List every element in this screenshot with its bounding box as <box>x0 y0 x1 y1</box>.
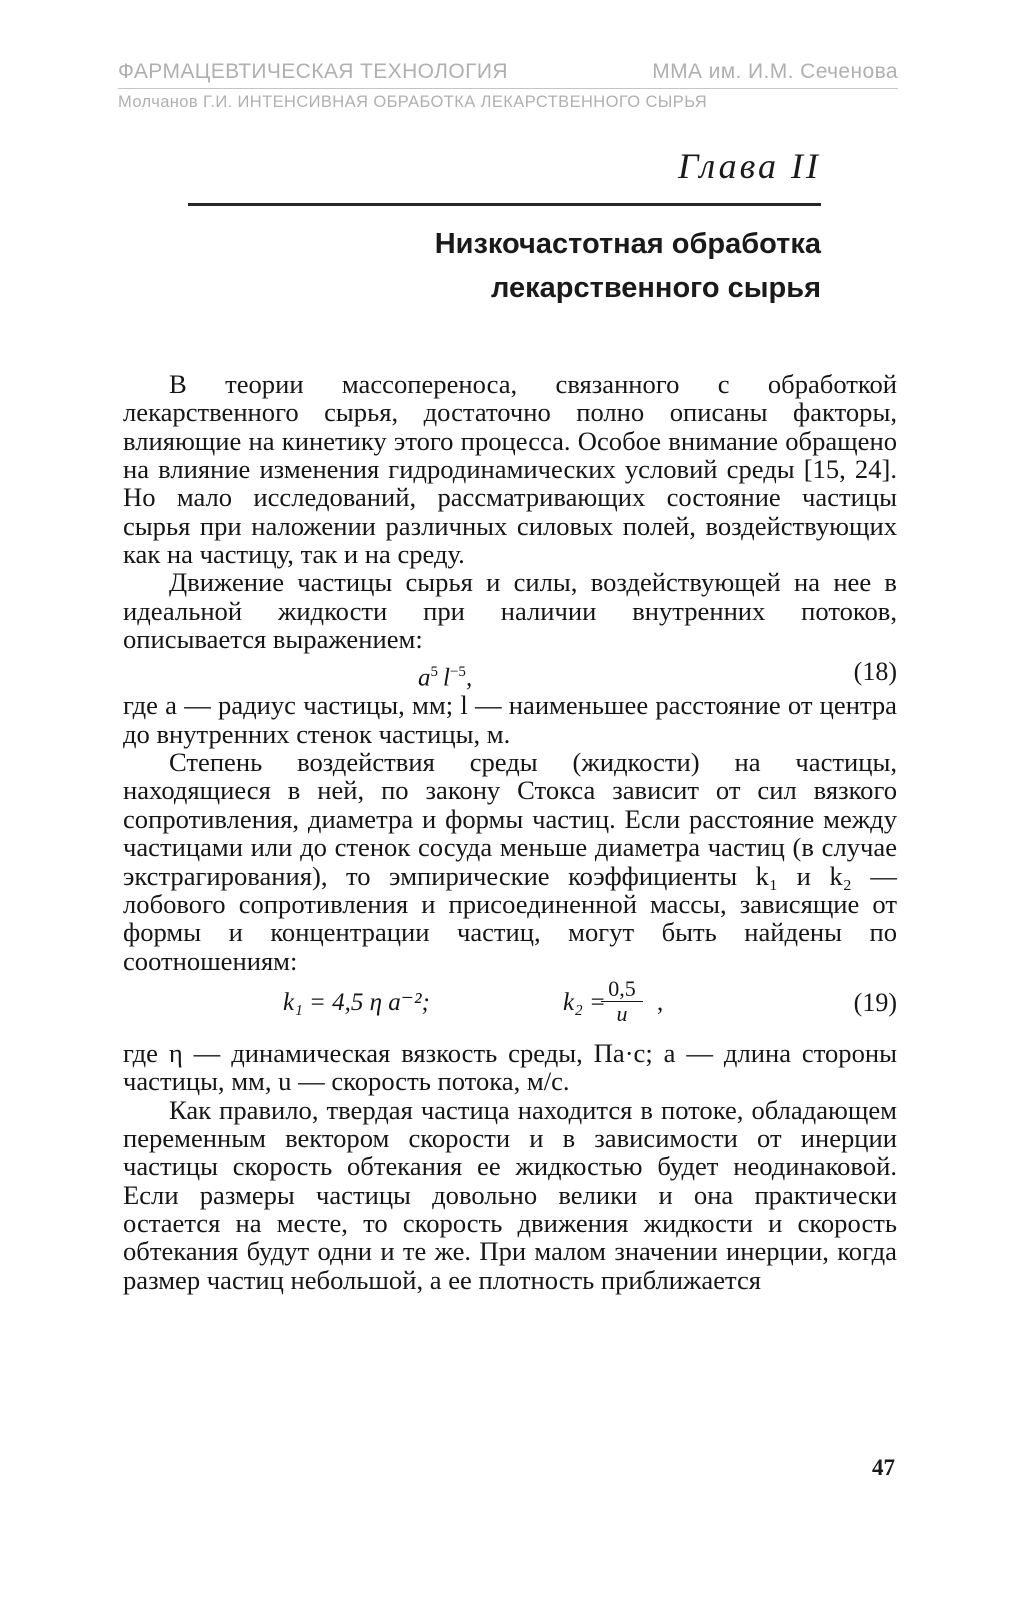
page-number: 47 <box>872 1455 895 1480</box>
formula-19-k1: k₁ = 4,5 η a⁻²; <box>283 988 430 1016</box>
formula-19-fraction: $\frac{0,5}{u}$ <box>601 977 643 1026</box>
paragraph-5: где η — динамическая вязкость среды, Па·с; a — длина стороны частицы, мм, u — скорость потока, м/с. <box>123 1037 897 1097</box>
paragraph-2: Движение частицы сырья и силы, воздействующей на нее в идеальной жидкости при наличии внутренних потоков, описывается выражением: <box>123 567 897 655</box>
formula-18-number: (18) <box>853 657 897 687</box>
header-left-title: ФАРМАЦЕВТИЧЕСКАЯ ТЕХНОЛОГИЯ <box>118 60 508 83</box>
chapter-title <box>435 222 821 310</box>
paragraph-4: Степень воздействия среды (жидкости) на частицы, находящиеся в ней, по закону Стокса зависит от сил вязкого сопротивления, диаметра и формы частиц. Если расстояние между частицами или до стенок сосуда меньше диаметра частиц (в случае экстрагирования), то эмпирические коэффициенты k₁ и k₂ — лобового сопротивления и присоединенной массы, зависящие от формы и концентрации частиц, могут быть найдены по соотношениям: <box>123 747 897 976</box>
header-right-title: ММА им. И.М. Сеченова <box>652 60 898 83</box>
body-text <box>123 370 897 1294</box>
formula-19-number: (19) <box>853 987 897 1017</box>
paragraph-1: В теории массопереноса, связанного с обработкой лекарственного сырья, достаточно полно описаны факторы, влияющие на кинетику этого процесса. Особое внимание обращено на влияние изменения гидродинамических условий среды [15, 24]. Но мало исследований, рассматривающих состояние частицы сырья при наложении различных силовых полей, воздействующих как на частицу, так и на среду. <box>123 369 897 570</box>
formula-18 <box>123 653 897 691</box>
header-divider <box>118 88 898 89</box>
paragraph-3: где a — радиус частицы, мм; l — наименьшее расстояние от центра до внутренних стенок частицы, м. <box>123 690 897 749</box>
chapter-title-line2: лекарственного сырья <box>490 272 821 304</box>
chapter-label: Глава II <box>677 146 821 186</box>
formula-18-expression: $a^5$ $l^{-5}$, <box>418 664 473 692</box>
chapter-title-line1: Низкочастотная обработка <box>434 228 821 260</box>
formula-19-k2-lhs: k₂ = <box>563 988 606 1016</box>
running-header <box>118 60 898 90</box>
header-subtitle: Молчанов Г.И. ИНТЕНСИВНАЯ ОБРАБОТКА ЛЕКАРСТВЕННОГО СЫРЬЯ <box>118 93 708 111</box>
paragraph-6: Как правило, твердая частица находится в потоке, обладающем переменным вектором скорости и в зависимости от инерции частицы скорость обтекания ее жидкостью будет неодинаковой. Если размеры частицы довольно велики и она практически остается на месте, то скорость движения жидкости и скорость обтекания будут одни и те же. При малом значении инерции, когда размер частиц небольшой, а ее плотность приближается <box>123 1094 897 1295</box>
chapter-divider <box>188 203 821 206</box>
formula-19: k₁ = 4,5 η a⁻²; k₂ = $\frac{0,5}{u}$ , (19) <box>283 975 897 1026</box>
